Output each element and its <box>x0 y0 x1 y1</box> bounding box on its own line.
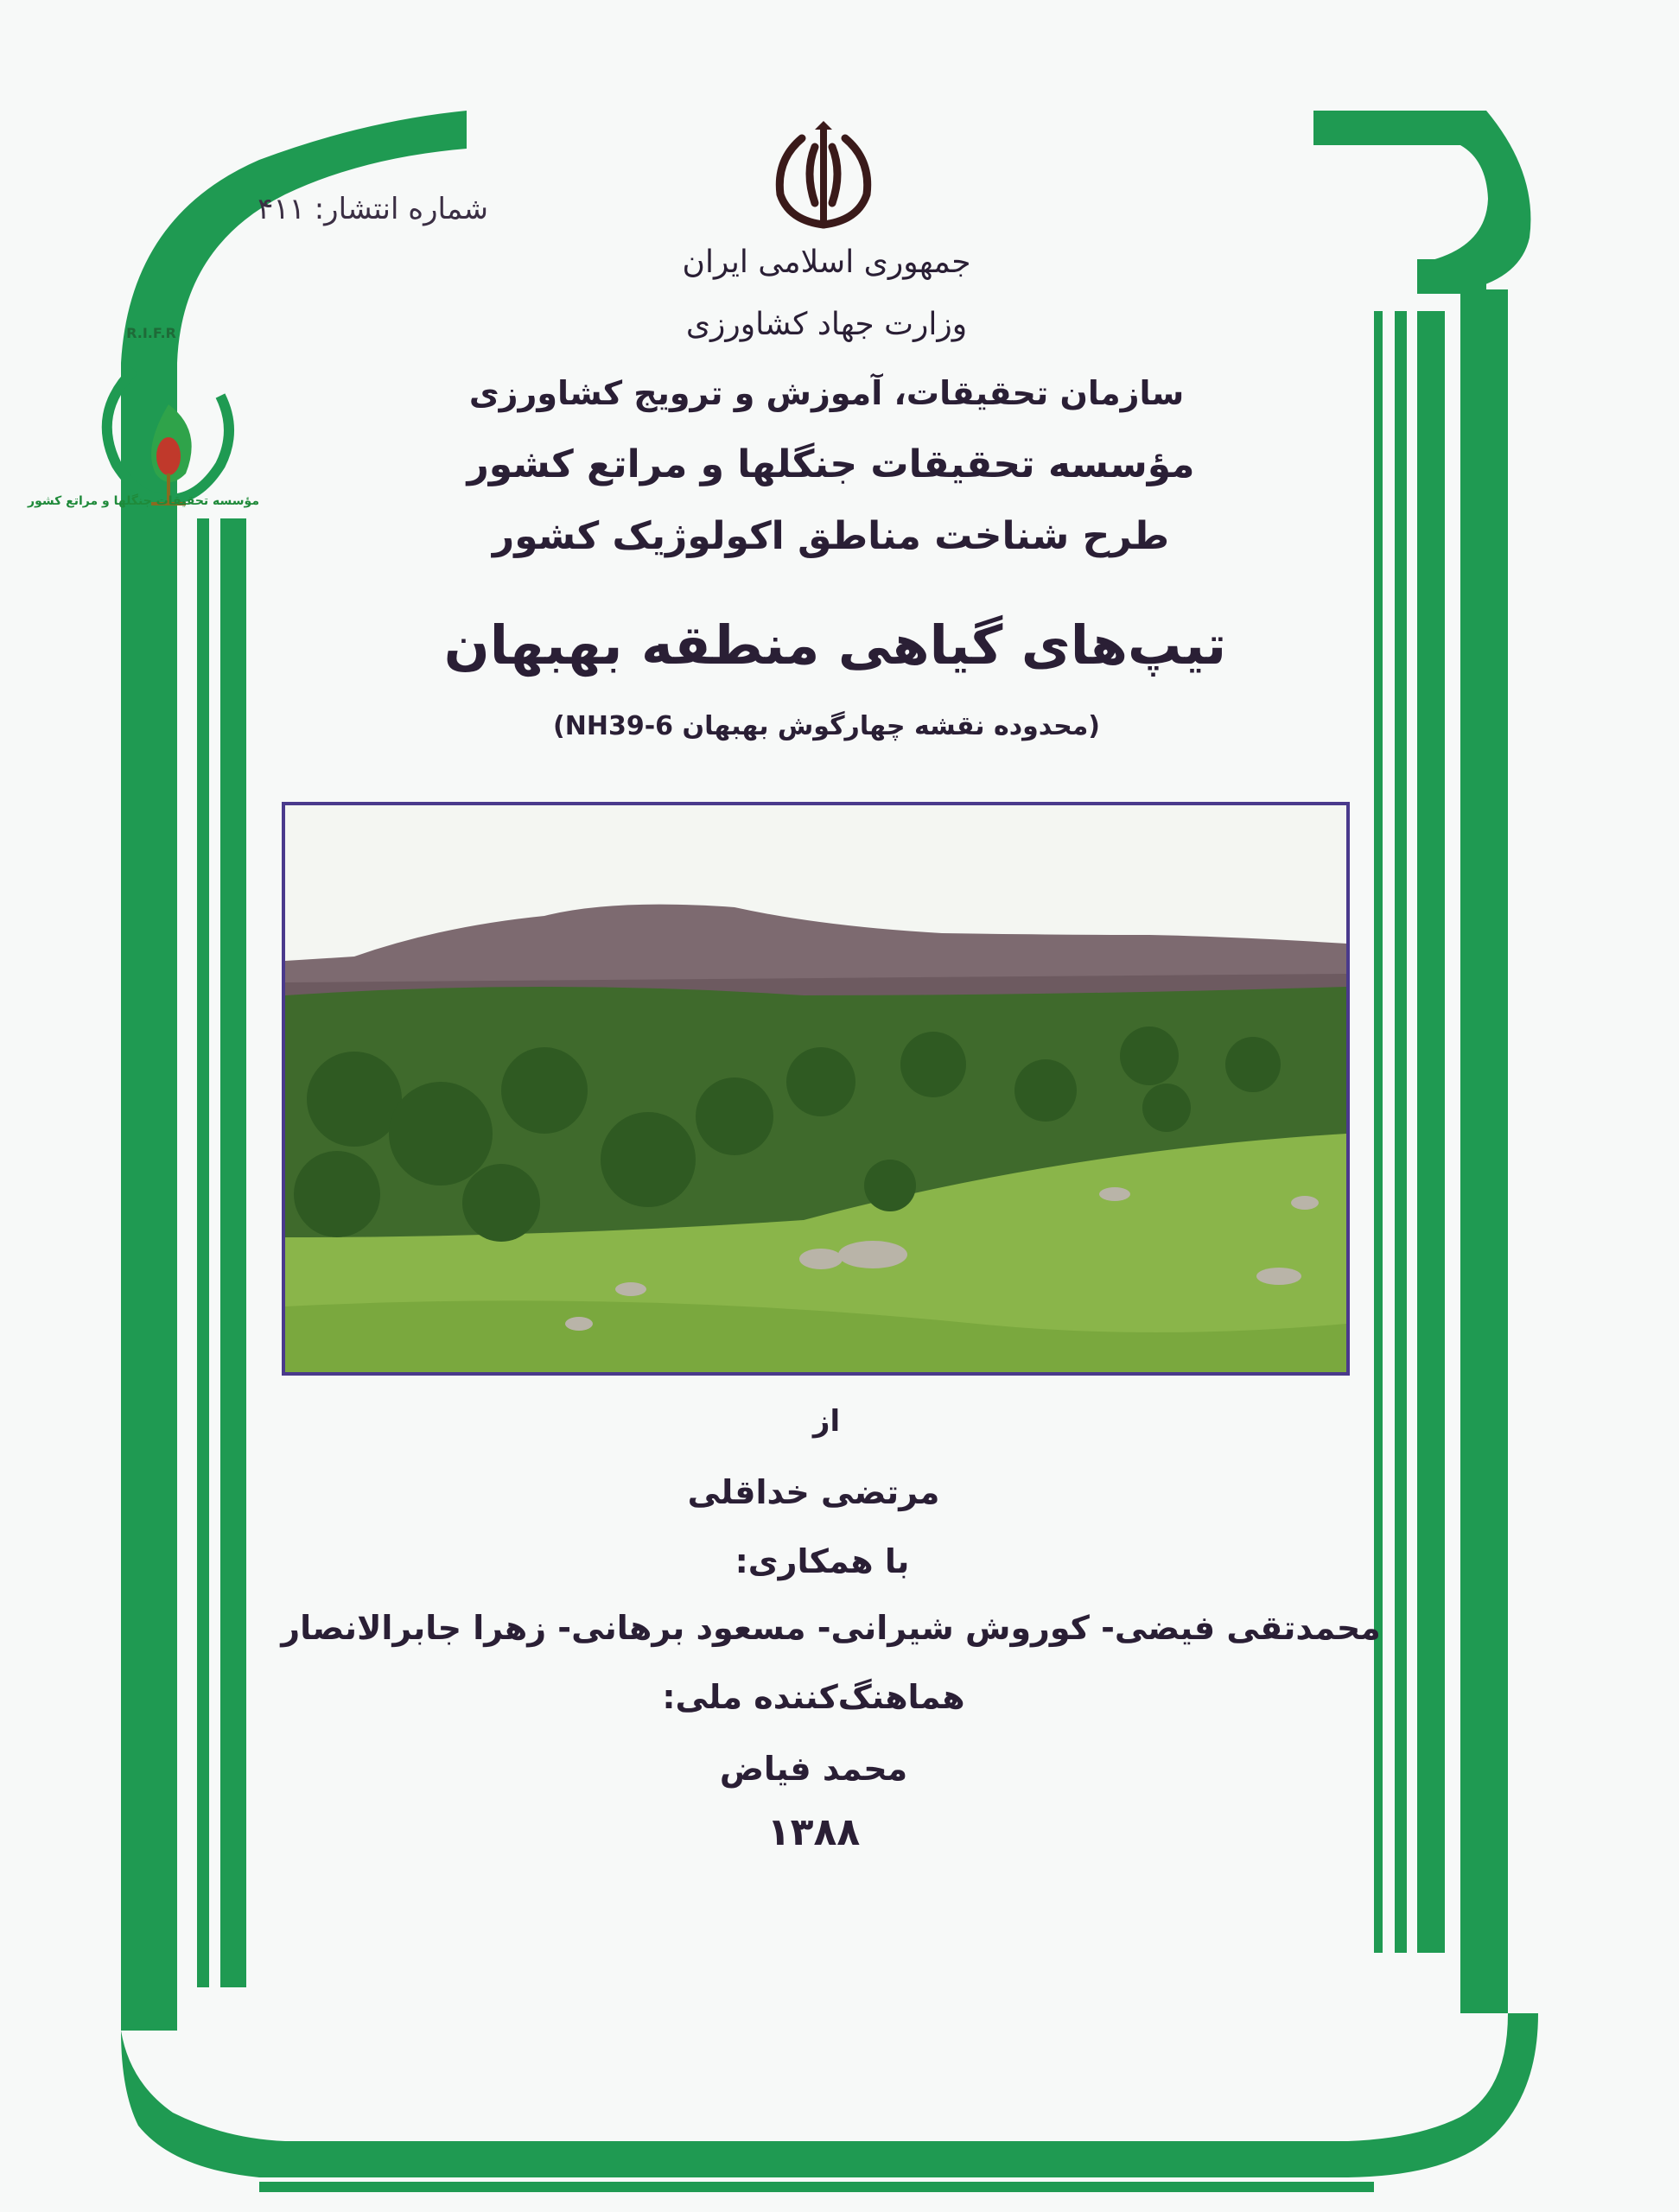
author-name: مرتضی خداقلی <box>687 1473 940 1511</box>
subtitle: (محدوده نقشه چهارگوش بهبهان NH39-6) <box>553 711 1100 741</box>
collaboration-label: با همکاری: <box>735 1542 910 1580</box>
logo-abbreviation: R.I.F.R <box>126 325 176 341</box>
collaborators: محمدتقی فیضی- کوروش شیرانی- مسعود برهانی- زهرا جابرالانصار <box>281 1609 1381 1647</box>
landscape-photo <box>282 802 1350 1376</box>
country-name: جمهوری اسلامی ایران <box>682 245 971 280</box>
national-emblem-icon <box>763 121 884 233</box>
publication-year: ۱۳۸۸ <box>766 1810 861 1854</box>
coordinator-name: محمد فیاض <box>719 1750 908 1788</box>
publication-number: شماره انتشار: ۴۱۱ <box>258 192 488 226</box>
logo-caption: مؤسسه تحقیقات جنگلها و مراتع کشور <box>28 494 259 508</box>
page-title: تیپ‌های گیاهی منطقه بهبهان <box>443 613 1227 677</box>
institute-name: مؤسسه تحقیقات جنگلها و مراتع کشور <box>467 442 1195 486</box>
ministry-name: وزارت جهاد کشاورزی <box>685 307 968 342</box>
organization-name: سازمان تحقیقات، آموزش و ترویج کشاورزی <box>468 374 1185 412</box>
from-label: از <box>812 1404 841 1439</box>
project-name: طرح شناخت مناطق اکولوژیک کشور <box>492 514 1170 558</box>
coordinator-label: هماهنگ‌کننده ملی: <box>662 1678 965 1716</box>
